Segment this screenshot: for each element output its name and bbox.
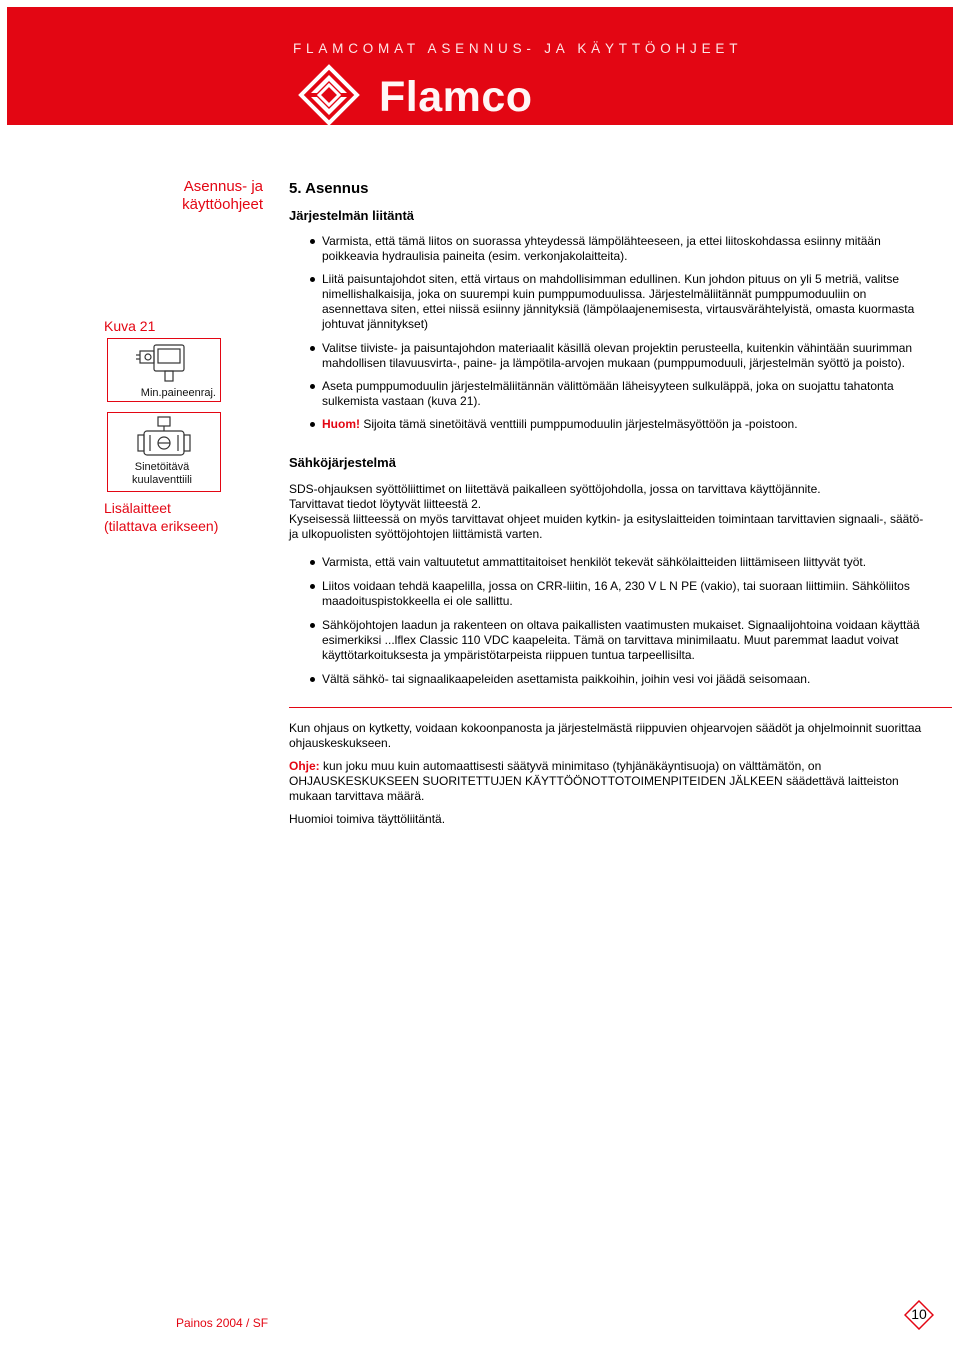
main-content bbox=[289, 180, 931, 687]
list-item bbox=[289, 379, 931, 409]
page-number-badge bbox=[904, 1300, 934, 1330]
pressure-switch-icon bbox=[108, 339, 220, 387]
accessories-label bbox=[104, 499, 224, 535]
figure2-caption-line1: Sinetöitävä bbox=[134, 461, 190, 473]
figure-ball-valve bbox=[107, 412, 221, 492]
list-item-text: Liitos voidaan tehdä kaapelilla, jossa on CRR-liitin, 16 A, 230 V L N PE (vakio), tai suoraan liittimiin. Sähköliitos maadoituspistokkeella ei ole sallittu. bbox=[322, 579, 910, 608]
accessories-line2: (tilattava erikseen) bbox=[104, 518, 219, 534]
bullet-icon bbox=[310, 346, 315, 351]
section-title: 5. Asennus bbox=[289, 180, 369, 197]
electrical-paragraph-2: Tarvittavat tiedot löytyvät liitteestä 2. bbox=[289, 497, 482, 511]
accessories-line1: Lisälaitteet bbox=[104, 500, 171, 516]
brand-name: Flamco bbox=[379, 73, 533, 121]
flamco-diamond-logo-icon bbox=[297, 63, 361, 127]
list-item bbox=[289, 579, 931, 609]
list-item-text: Aseta pumppumoduulin järjestelmäliitännän välittömään läheisyyteen sulkuläppä, joka on suojattu tahatonta sulkemista vastaan (kuva 21). bbox=[322, 379, 894, 408]
ball-valve-icon bbox=[108, 413, 220, 461]
subheading-electrical: Sähköjärjestelmä bbox=[289, 455, 396, 470]
header-band bbox=[7, 7, 953, 125]
electrical-bullets bbox=[289, 555, 931, 687]
note-label: Ohje: bbox=[289, 759, 320, 773]
electrical-paragraph-1: SDS-ohjauksen syöttöliittimet on liitettävä paikalleen syöttöjohdolla, jossa on tarvittava käyttöjännite. bbox=[289, 482, 821, 496]
list-item bbox=[289, 417, 931, 432]
bullet-icon bbox=[310, 422, 315, 427]
figure1-caption: Min.paineenraj. bbox=[140, 387, 216, 399]
bullet-icon bbox=[310, 584, 315, 589]
list-item-text: Valitse tiiviste- ja paisuntajohdon materiaalit käsillä olevan projektin perusteella, kuitenkin vähintään suurimman mahdollisen tilavuusvirta-, paine- ja lämpötila-arvojen mukaan (pumppumoduuli, järjestelmän syöttö ja poisto). bbox=[322, 341, 913, 370]
sidebar-title bbox=[100, 178, 263, 214]
notes-section bbox=[289, 721, 929, 827]
list-item-text: Sähköjohtojen laadun ja rakenteen on oltava paikallisten vaatimusten mukaiset. Signaalijohtoina voidaan käyttää esimerkiksi ...lflex Classic 110 VDC kaapeleita. Tämä on tarvittava minimilaatu. Muut paremmat laadut voivat käyttötarkoituksesta ja ympäristötarpeista riippuen tuntua tarpeellisilta. bbox=[322, 618, 920, 662]
figure-pressure-switch bbox=[107, 338, 221, 402]
warning-text: Sijoita tämä sinetöitävä venttiili pumppumoduulin järjestelmäsyöttöön ja -poistoon. bbox=[360, 417, 798, 431]
figure-label: Kuva 21 bbox=[104, 318, 156, 334]
list-item bbox=[289, 555, 931, 570]
list-item-text: Varmista, että vain valtuutetut ammattitaitoiset henkilöt tekevät sähkölaitteiden liittämiseen liittyvät työt. bbox=[322, 555, 867, 569]
sidebar-title-line1: Asennus- ja bbox=[183, 178, 263, 195]
bullet-icon bbox=[310, 623, 315, 628]
list-item-text: Liitä paisuntajohdot siten, että virtaus on mahdollisimman edullinen. Kun johdon pituus on yli 5 metriä, valitse nimellishalkaisija, joka on suurempi kuin pumppumoduulissa. Järjestelmäliitännät pumppumoduuliin on asennettava siten, ettei niissä esiinny jännityksiä (lämpölaajenemisesta, virtausvärähtelyistä, omasta kuormasta johtuvat jännitykset) bbox=[322, 272, 915, 331]
subheading-system-connection: Järjestelmän liitäntä bbox=[289, 208, 414, 223]
connection-bullets bbox=[289, 234, 931, 432]
sidebar-title-line2: käyttöohjeet bbox=[182, 196, 263, 213]
bullet-icon bbox=[310, 677, 315, 682]
electrical-paragraph-3: Kyseisessä liitteessä on myös tarvittavat ohjeet muiden kytkin- ja esityslaitteiden toimintaan tarvittavien signaali-, säätö- ja ulkopuolisten syöttöjohtojen liittämistä varten. bbox=[289, 512, 924, 541]
bullet-icon bbox=[310, 277, 315, 282]
list-item bbox=[289, 672, 931, 687]
note-paragraph-3: Huomioi toimiva täyttöliitäntä. bbox=[289, 812, 446, 826]
note-paragraph-1: Kun ohjaus on kytketty, voidaan kokoonpanosta ja järjestelmästä riippuvien ohjearvojen säädöt ja ohjelmoinnit suorittaa ohjauskeskukseen. bbox=[289, 721, 922, 750]
list-item-text: Vältä sähkö- tai signaalikaapeleiden asettamista paikkoihin, joihin vesi voi jäädä seisomaan. bbox=[322, 672, 811, 686]
list-item-text: Varmista, että tämä liitos on suorassa yhteydessä lämpölähteeseen, ja ettei liitoskohdassa esiinny mitään poikkeavia hydraulisia paineita (esim. verkonjakolaitteita). bbox=[322, 234, 881, 263]
warning-label: Huom! bbox=[322, 417, 360, 431]
figure2-caption-line2: kuulaventtiili bbox=[132, 474, 192, 486]
section-divider bbox=[289, 707, 952, 708]
list-item bbox=[289, 341, 931, 371]
page-number: 10 bbox=[911, 1306, 927, 1322]
list-item bbox=[289, 272, 931, 332]
note-text: kun joku muu kuin automaattisesti säätyvä minimitaso (tyhjänäkäyntisuoja) on välttämätön, on OHJAUSKESKUKSEEN SUORITETTUJEN KÄYTTÖÖNOTTOTOIMENPITEIDEN JÄLKEEN säädettävä laitteiston mukaan tarvittava määrä. bbox=[289, 759, 899, 803]
document-title: FLAMCOMAT ASENNUS- JA KÄYTTÖOHJEET bbox=[293, 41, 743, 56]
note-paragraph-2 bbox=[289, 759, 929, 804]
bullet-icon bbox=[310, 239, 315, 244]
list-item bbox=[289, 234, 931, 264]
bullet-icon bbox=[310, 384, 315, 389]
figure2-caption bbox=[108, 461, 216, 487]
list-item bbox=[289, 618, 931, 663]
electrical-paragraphs bbox=[289, 482, 931, 542]
footer-edition: Painos 2004 / SF bbox=[176, 1316, 269, 1330]
bullet-icon bbox=[310, 560, 315, 565]
